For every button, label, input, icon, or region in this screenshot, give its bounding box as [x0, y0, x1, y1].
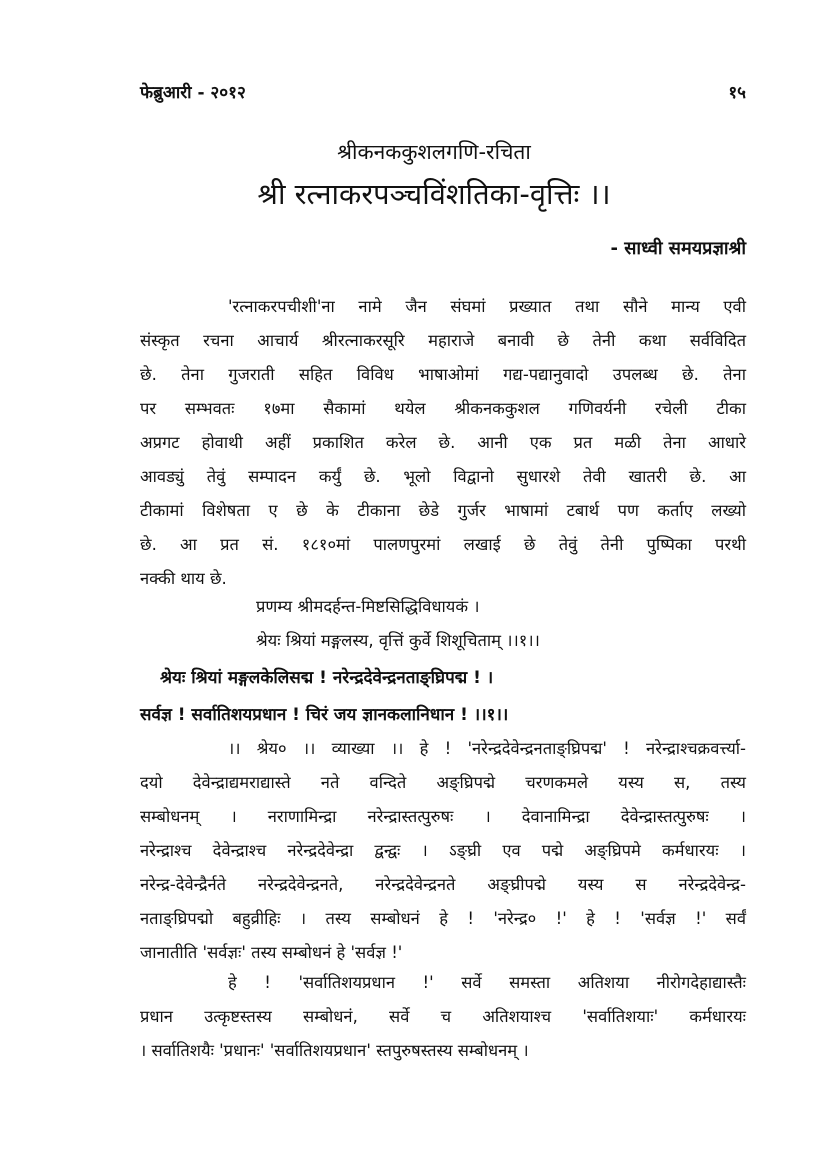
paragraph-line: नताङ्घ्रिपद्मो बहुव्रीहिः । तस्य सम्बोधनं हे ! 'नरेन्द्र० !' हे ! 'सर्वज्ञ !' सर्वं — [140, 909, 746, 928]
paragraph-line: आवड्युं तेवुं सम्पादन कर्युं छे. भूलो विद्वानो सुधारशे तेवी खातरी छे. आ — [140, 467, 746, 486]
paragraph-line: नरेन्द्राश्च देवेन्द्राश्च नरेन्द्रदेवेन्द्रा द्वन्द्वः । ऽङ्घ्री एव पद्मे अङ्घ्रिपमे कर्मधारयः । — [140, 841, 746, 860]
paragraph-line: नरेन्द्र-देवेन्द्रैर्नते नरेन्द्रदेवेन्द्रनते, नरेन्द्रदेवेन्द्रनते अङ्घ्रीपद्मे यस्य स नरेन्द्रदेवेन्द्र- — [140, 875, 746, 894]
paragraph-line: नक्की थाय छे. — [140, 569, 227, 588]
shloka-line: सर्वज्ञ ! सर्वातिशयप्रधान ! चिरं जय ज्ञानकलानिधान ! ।।१।। — [140, 705, 509, 725]
paragraph-line: टीकामां विशेषता ए छे के टीकाना छेडे गुर्जर भाषामां टबार्थ पण कर्ताए लख्यो — [140, 501, 746, 520]
paragraph-line: पर सम्भवतः १७मा सैकामां थयेल श्रीकनककुशल गणिवर्यनी रचेली टीका — [140, 399, 746, 418]
paragraph-line: छे. तेना गुजराती सहित विविध भाषाओमां गद्य-पद्यानुवादो उपलब्ध छे. तेना — [140, 365, 746, 384]
commentary-paragraph-1 — [140, 732, 746, 970]
running-header — [140, 80, 746, 104]
shloka-line: श्रेयः श्रियां मङ्गलकेलिसद्म ! नरेन्द्रदेवेन्द्रनताङ्घ्रिपद्म ! । — [160, 668, 494, 688]
paragraph-line: अप्रगट होवाथी अहीं प्रकाशित करेल छे. आनी एक प्रत मळी तेना आधारे — [140, 433, 746, 452]
paragraph-line: संस्कृत रचना आचार्य श्रीरत्नाकरसूरि महाराजे बनावी छे तेनी कथा सर्वविदित — [140, 331, 746, 350]
main-shloka — [140, 660, 746, 734]
commentary-paragraph-2 — [140, 966, 746, 1068]
page-number: १५ — [728, 83, 746, 103]
mangala-verse — [256, 590, 540, 658]
paragraph-line: । सर्वातिशयैः 'प्रधानः' 'सर्वातिशयप्रधान' स्तपुरुषस्तस्य सम्बोधनम् । — [140, 1041, 529, 1060]
paragraph-line: छे. आ प्रत सं. १८१०मां पालणपुरमां लखाई छे तेवुं तेनी पुष्पिका परथी — [140, 535, 746, 554]
paragraph-line: हे ! 'सर्वातिशयप्रधान !' सर्वे समस्ता अतिशया नीरोगदेहाद्यास्तैः — [228, 973, 746, 992]
verse-line: श्रेयः श्रियां मङ्गलस्य, वृत्तिं कुर्वे शिशूचिताम् ।।१।। — [256, 631, 540, 650]
intro-paragraph — [140, 290, 746, 596]
paragraph-line: प्रधान उत्कृष्टस्तस्य सम्बोधनं, सर्वे च अतिशयाश्च 'सर्वातिशयाः' कर्मधारयः — [140, 1007, 746, 1026]
paragraph-line: दयो देवेन्द्राद्यमराद्यास्ते नते वन्दिते अङ्घ्रिपद्मे चरणकमले यस्य स, तस्य — [140, 773, 746, 792]
verse-line: प्रणम्य श्रीमदर्हन्त-मिष्टसिद्धिविधायकं । — [256, 597, 480, 616]
paragraph-line: जानातीति 'सर्वज्ञः' तस्य सम्बोधनं हे 'सर्वज्ञ !' — [140, 943, 403, 962]
title-block — [0, 138, 828, 213]
paragraph-line: ।। श्रेय० ।। व्याख्या ।। हे ! 'नरेन्द्रदेवेन्द्रनताङ्घ्रिपद्म' ! नरेन्द्राश्चक्रवर्त्त्या- — [228, 739, 746, 758]
header-date: फेब्रुआरी - २०१२ — [140, 83, 246, 103]
article-subtitle: श्रीकनककुशलगणि-रचिता — [337, 140, 531, 164]
article-title: श्री रत्नाकरपञ्चविंशतिका-वृत्तिः ।। — [257, 177, 611, 211]
paragraph-line: सम्बोधनम् । नराणामिन्द्रा नरेन्द्रास्तत्पुरुषः । देवानामिन्द्रा देवेन्द्रास्तत्पुरुषः । — [140, 807, 746, 826]
paragraph-line: 'रत्नाकरपचीशी'ना नामे जैन संघमां प्रख्यात तथा सौने मान्य एवी — [228, 297, 746, 316]
author-byline: - साध्वी समयप्रज्ञाश्री — [610, 238, 746, 259]
